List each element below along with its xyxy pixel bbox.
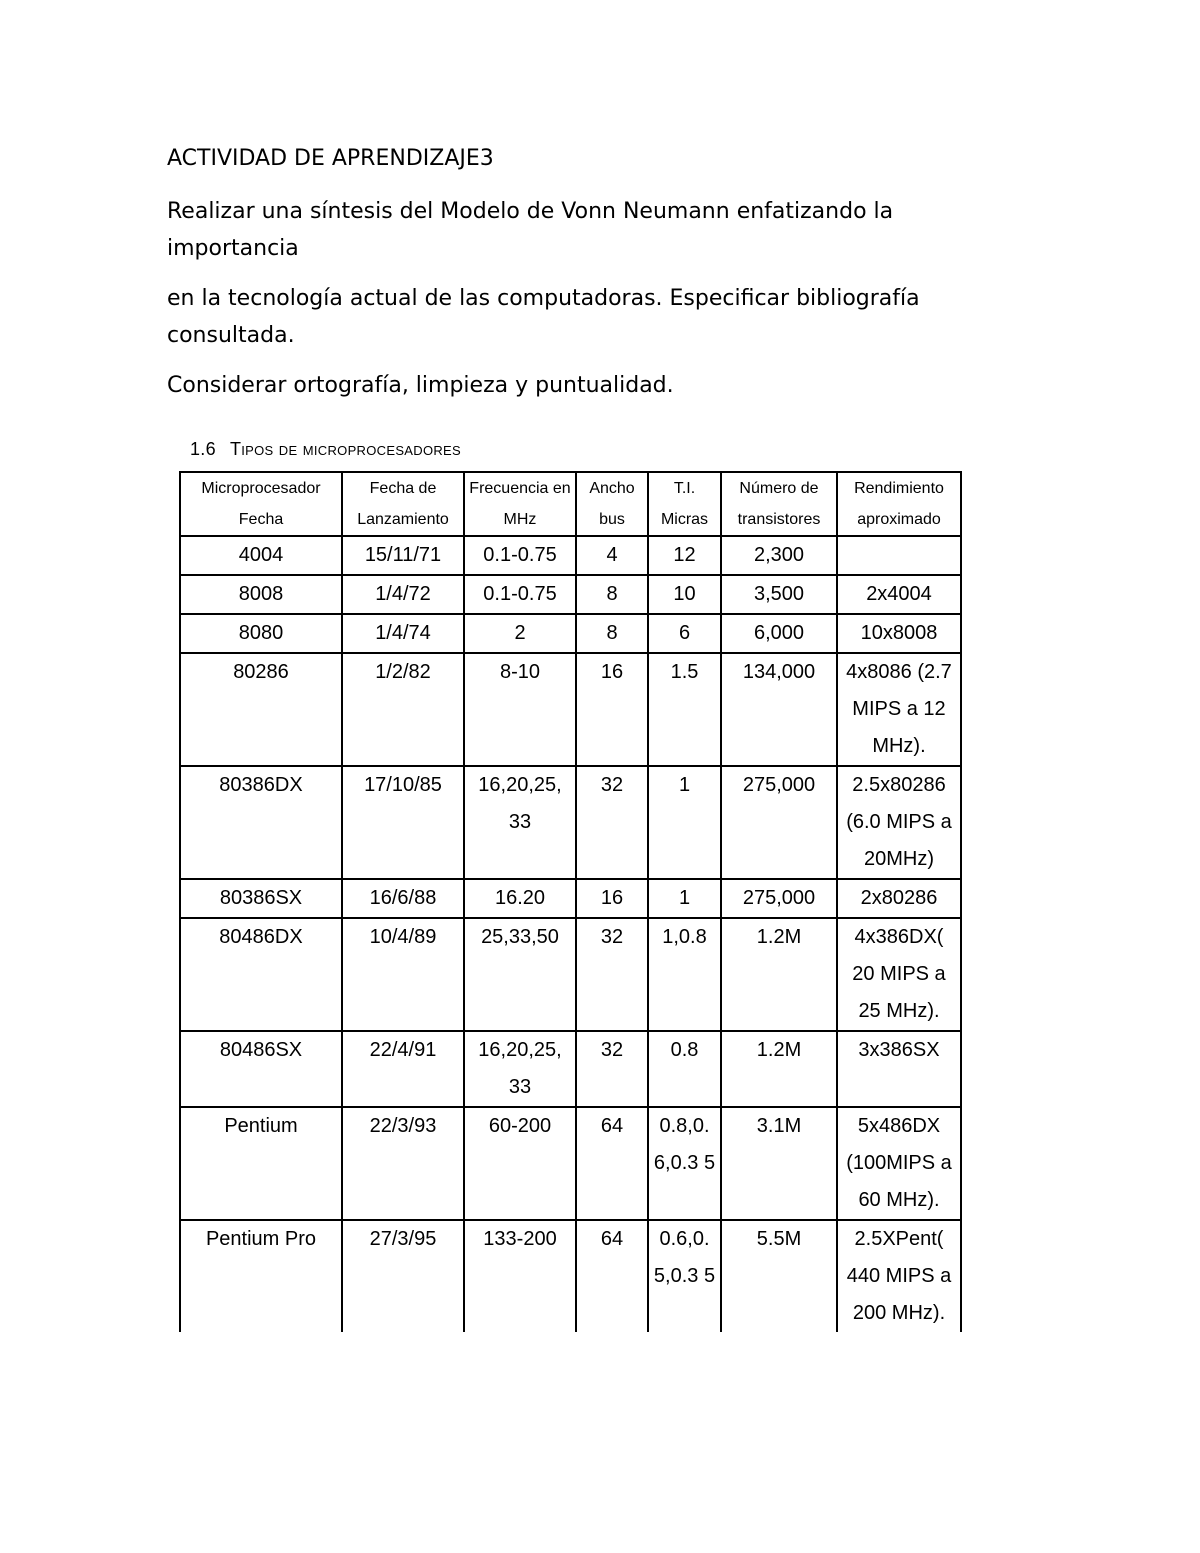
cell-microprocesador: 80286 <box>180 653 342 766</box>
cell-fecha: 22/4/91 <box>342 1031 464 1107</box>
cell-micras: 0.8,0. 6,0.3 5 <box>648 1107 721 1220</box>
cell-fecha: 15/11/71 <box>342 536 464 575</box>
section-number: 1.6 <box>190 439 216 458</box>
cell-microprocesador: 80486SX <box>180 1031 342 1107</box>
table-row <box>180 1031 961 1107</box>
header-microprocesador: Microprocesador Fecha <box>180 472 342 536</box>
table-row <box>180 575 961 614</box>
cell-micras: 1.5 <box>648 653 721 766</box>
cell-fecha: 1/4/74 <box>342 614 464 653</box>
cell-transistores: 1.2M <box>721 1031 837 1107</box>
cell-micras: 0.8 <box>648 1031 721 1107</box>
cell-micras: 12 <box>648 536 721 575</box>
cell-ancho-bus: 32 <box>576 1031 648 1107</box>
cell-microprocesador: 4004 <box>180 536 342 575</box>
cell-fecha: 17/10/85 <box>342 766 464 879</box>
cell-fecha: 1/4/72 <box>342 575 464 614</box>
cell-frecuencia: 2 <box>464 614 576 653</box>
table-row <box>180 918 961 1031</box>
cell-rendimiento: 5x486DX (100MIPS a 60 MHz). <box>837 1107 961 1220</box>
cell-ancho-bus: 8 <box>576 575 648 614</box>
cell-microprocesador: 8080 <box>180 614 342 653</box>
cell-transistores: 134,000 <box>721 653 837 766</box>
cell-rendimiento: 10x8008 <box>837 614 961 653</box>
cell-ancho-bus: 32 <box>576 766 648 879</box>
header-rendimiento: Rendimiento aproximado <box>837 472 961 536</box>
cell-fecha: 22/3/93 <box>342 1107 464 1220</box>
cell-micras: 1 <box>648 879 721 918</box>
table-row <box>180 536 961 575</box>
cell-fecha: 10/4/89 <box>342 918 464 1031</box>
cell-ancho-bus: 16 <box>576 653 648 766</box>
cell-fecha: 27/3/95 <box>342 1220 464 1332</box>
cell-rendimiento <box>837 536 961 575</box>
cell-rendimiento: 2.5XPent( 440 MIPS a 200 MHz). <box>837 1220 961 1332</box>
cell-transistores: 2,300 <box>721 536 837 575</box>
cell-transistores: 1.2M <box>721 918 837 1031</box>
cell-rendimiento: 2.5x80286 (6.0 MIPS a 20MHz) <box>837 766 961 879</box>
cell-micras: 6 <box>648 614 721 653</box>
table-header-row <box>180 472 961 536</box>
cell-frecuencia: 16,20,25, 33 <box>464 1031 576 1107</box>
table-row <box>180 614 961 653</box>
cell-microprocesador: 80486DX <box>180 918 342 1031</box>
cell-microprocesador: Pentium Pro <box>180 1220 342 1332</box>
paragraph-considerations: Considerar ortografía, limpieza y puntualidad. <box>167 373 674 398</box>
header-numero-transistores: Número de transistores <box>721 472 837 536</box>
cell-ancho-bus: 32 <box>576 918 648 1031</box>
cell-micras: 10 <box>648 575 721 614</box>
header-fecha-lanzamiento: Fecha de Lanzamiento <box>342 472 464 536</box>
cell-transistores: 275,000 <box>721 879 837 918</box>
table-row <box>180 653 961 766</box>
cell-transistores: 6,000 <box>721 614 837 653</box>
table-row <box>180 1107 961 1220</box>
cell-ancho-bus: 64 <box>576 1107 648 1220</box>
cell-transistores: 5.5M <box>721 1220 837 1332</box>
cell-micras: 0.6,0. 5,0.3 5 <box>648 1220 721 1332</box>
cell-ancho-bus: 8 <box>576 614 648 653</box>
cell-microprocesador: 80386DX <box>180 766 342 879</box>
cell-ancho-bus: 4 <box>576 536 648 575</box>
microprocessor-table <box>179 471 962 1332</box>
cell-frecuencia: 16.20 <box>464 879 576 918</box>
cell-microprocesador: 8008 <box>180 575 342 614</box>
cell-frecuencia: 8-10 <box>464 653 576 766</box>
header-ti-micras: T.I. Micras <box>648 472 721 536</box>
cell-transistores: 3.1M <box>721 1107 837 1220</box>
table-row <box>180 766 961 879</box>
table-row <box>180 879 961 918</box>
cell-micras: 1,0.8 <box>648 918 721 1031</box>
cell-fecha: 16/6/88 <box>342 879 464 918</box>
cell-fecha: 1/2/82 <box>342 653 464 766</box>
table-row <box>180 1220 961 1332</box>
paragraph-instructions: Realizar una síntesis del Modelo de Vonn Neumann enfatizando la importancia <box>167 199 894 261</box>
cell-rendimiento: 2x80286 <box>837 879 961 918</box>
cell-frecuencia: 133-200 <box>464 1220 576 1332</box>
cell-frecuencia: 0.1-0.75 <box>464 575 576 614</box>
cell-ancho-bus: 16 <box>576 879 648 918</box>
cell-ancho-bus: 64 <box>576 1220 648 1332</box>
cell-frecuencia: 16,20,25, 33 <box>464 766 576 879</box>
header-frecuencia: Frecuencia en MHz <box>464 472 576 536</box>
cell-micras: 1 <box>648 766 721 879</box>
cell-frecuencia: 0.1-0.75 <box>464 536 576 575</box>
document-title: ACTIVIDAD DE APRENDIZAJE3 <box>167 146 494 171</box>
cell-rendimiento: 3x386SX <box>837 1031 961 1107</box>
paragraph-technology: en la tecnología actual de las computadoras. Especificar bibliografía consultada. <box>167 286 920 348</box>
header-ancho-bus: Ancho bus <box>576 472 648 536</box>
cell-rendimiento: 2x4004 <box>837 575 961 614</box>
cell-transistores: 275,000 <box>721 766 837 879</box>
cell-transistores: 3,500 <box>721 575 837 614</box>
section-title: Tipos de microprocesadores <box>229 439 461 458</box>
cell-rendimiento: 4x386DX( 20 MIPS a 25 MHz). <box>837 918 961 1031</box>
cell-frecuencia: 60-200 <box>464 1107 576 1220</box>
cell-frecuencia: 25,33,50 <box>464 918 576 1031</box>
cell-microprocesador: 80386SX <box>180 879 342 918</box>
section-heading <box>190 436 670 458</box>
cell-rendimiento: 4x8086 (2.7 MIPS a 12 MHz). <box>837 653 961 766</box>
cell-microprocesador: Pentium <box>180 1107 342 1220</box>
